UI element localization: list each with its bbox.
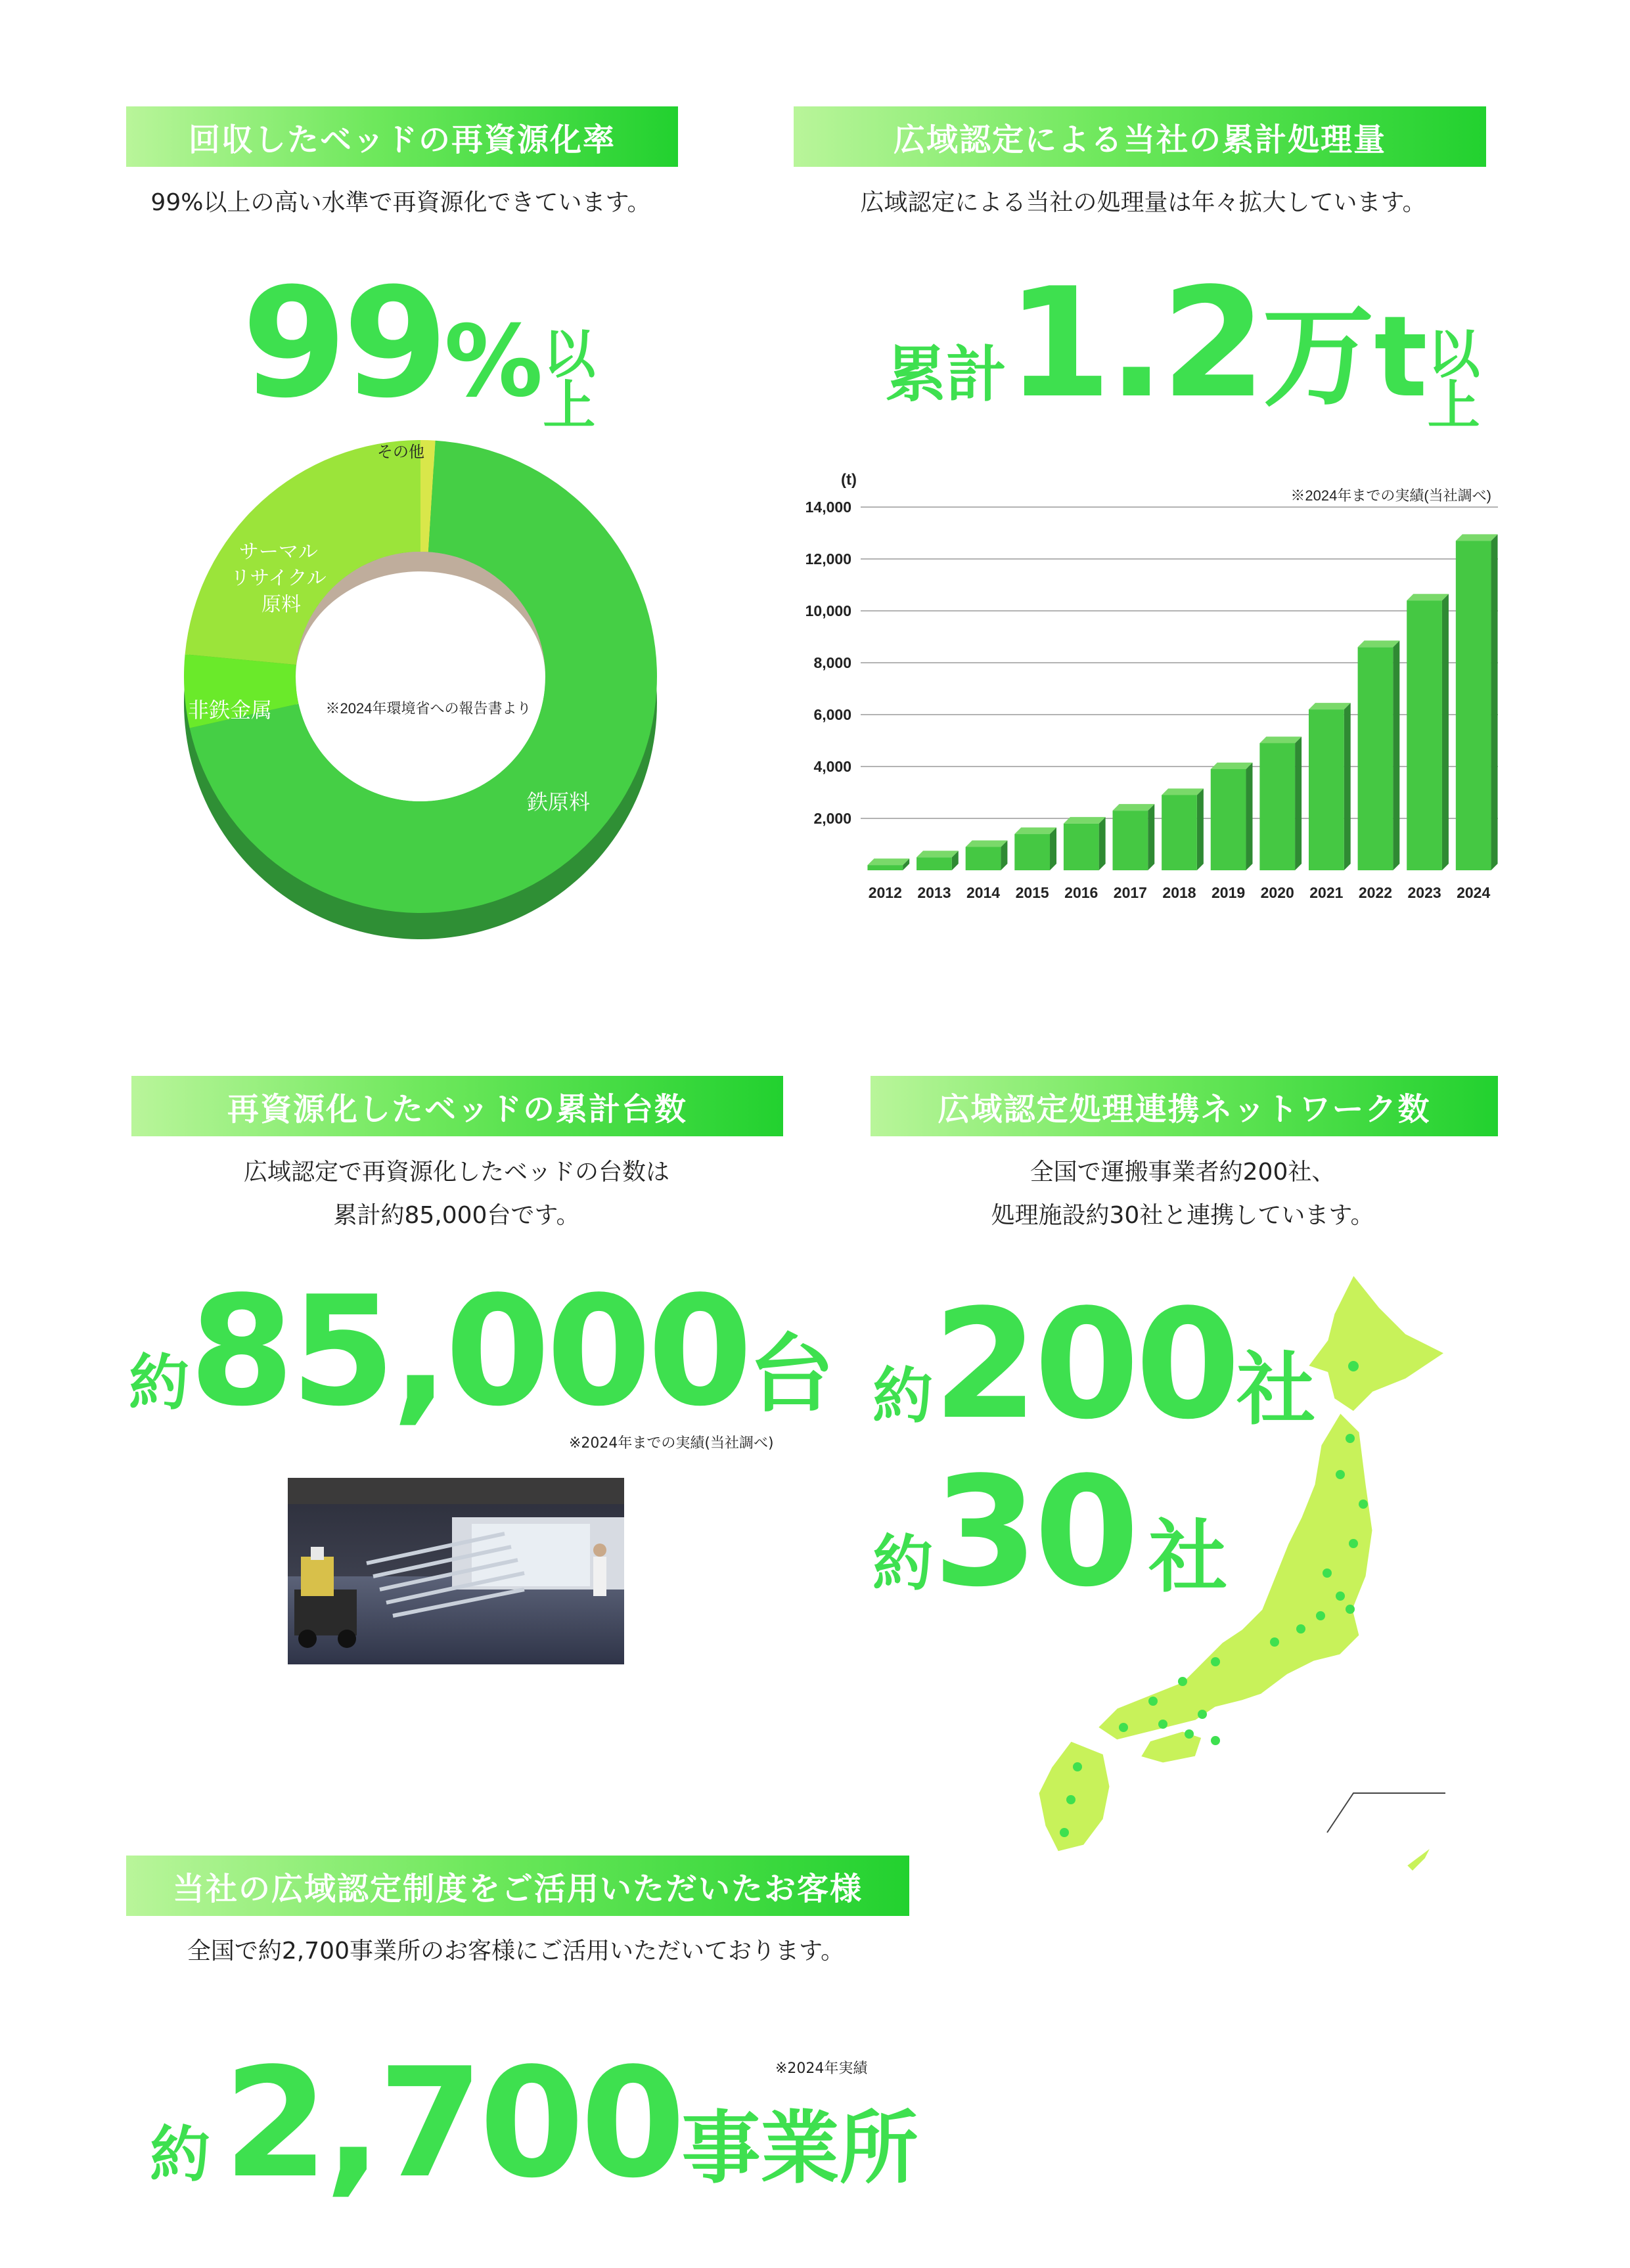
donut-label-nonferrous: 非鉄金属 bbox=[187, 698, 273, 722]
donut-label-iron: 鉄原料 bbox=[526, 790, 591, 814]
recycle-rate-desc-text: 99%以上の高い水準で再資源化できています。 bbox=[150, 189, 651, 216]
bar-ytick-label: 8,000 bbox=[813, 654, 851, 671]
network-facilities-prefix: 約 bbox=[872, 1528, 934, 1599]
bar-ytick-label: 2,000 bbox=[813, 810, 851, 827]
volume-title: 広域認定による当社の累計処理量 bbox=[893, 121, 1386, 158]
bar-xtick-label: 2014 bbox=[966, 884, 1001, 901]
volume-unit: 万t bbox=[1262, 292, 1428, 422]
bar-xtick-label: 2016 bbox=[1064, 884, 1098, 901]
beds-title: 再資源化したベッドの累計台数 bbox=[227, 1090, 687, 1128]
bar-2019 bbox=[1211, 763, 1253, 870]
donut-label-thermal: サーマル リサイクル 原料 bbox=[230, 541, 327, 615]
bar-xtick-label: 2015 bbox=[1015, 884, 1049, 901]
bar-2024 bbox=[1456, 534, 1498, 870]
beds-note-text: ※2024年までの実績(当社調べ) bbox=[569, 1435, 774, 1452]
network-banner bbox=[871, 1076, 1498, 1136]
network-carriers-unit: 社 bbox=[1236, 1345, 1316, 1436]
network-desc-line2: 処理施設約30社と連携しています。 bbox=[991, 1202, 1374, 1229]
beds-desc-line1: 広域認定で再資源化したベッドの台数は bbox=[243, 1159, 669, 1186]
suffix-top: 以 bbox=[543, 324, 596, 385]
bar-ytick-label: 12,000 bbox=[805, 550, 851, 567]
bar-xtick-label: 2018 bbox=[1162, 884, 1196, 901]
bar-2018 bbox=[1162, 788, 1204, 870]
donut-annotation: ※2024年環境省への報告書より bbox=[325, 700, 532, 717]
bar-2015 bbox=[1014, 828, 1056, 870]
bar-2023 bbox=[1407, 594, 1449, 870]
beds-figure bbox=[129, 1264, 834, 1440]
suffix-bottom: 上 bbox=[1427, 375, 1480, 436]
donut-label-other: その他 bbox=[377, 443, 424, 461]
suffix-top: 以 bbox=[1427, 324, 1480, 385]
customers-desc-text: 全国で約2,700事業所のお客様にご活用いただいております。 bbox=[187, 1938, 845, 1965]
network-figure-carriers bbox=[872, 1278, 1315, 1453]
customers-description bbox=[92, 1930, 940, 1973]
beds-number: 85,000 bbox=[189, 1264, 749, 1440]
customers-figure bbox=[150, 2036, 918, 2212]
volume-number: 1.2 bbox=[1007, 256, 1263, 432]
bar-ytick-label: 6,000 bbox=[813, 706, 851, 723]
recycle-rate-number: 99 bbox=[242, 256, 445, 432]
bar-xtick-label: 2019 bbox=[1211, 884, 1246, 901]
volume-banner bbox=[794, 106, 1486, 167]
network-carriers-number: 200 bbox=[933, 1278, 1237, 1453]
bar-2016 bbox=[1064, 817, 1106, 870]
customers-unit: 事業所 bbox=[681, 2103, 918, 2194]
bar-xtick-label: 2022 bbox=[1358, 884, 1393, 901]
suffix-bottom: 上 bbox=[543, 375, 596, 436]
bar-note: ※2024年までの実績(当社調べ) bbox=[1290, 487, 1491, 504]
bar-2014 bbox=[966, 840, 1008, 870]
bar-xtick-label: 2012 bbox=[868, 884, 902, 901]
recycle-rate-percent: % bbox=[444, 305, 543, 419]
bar-2012 bbox=[867, 858, 909, 870]
volume-figure bbox=[886, 256, 1480, 436]
network-facilities-unit: 社 bbox=[1148, 1512, 1228, 1603]
volume-description bbox=[788, 181, 1498, 225]
bar-xtick-label: 2021 bbox=[1309, 884, 1344, 901]
recycle-rate-description bbox=[66, 181, 736, 225]
bar-2013 bbox=[917, 851, 959, 870]
recycle-rate-figure bbox=[242, 256, 596, 436]
customers-prefix: 約 bbox=[150, 2120, 211, 2190]
recycle-donut-chart bbox=[145, 434, 723, 959]
bar-2020 bbox=[1259, 736, 1302, 870]
network-description bbox=[815, 1151, 1551, 1237]
beds-banner bbox=[131, 1076, 783, 1136]
network-title: 広域認定処理連携ネットワーク数 bbox=[938, 1090, 1431, 1128]
bar-2021 bbox=[1309, 703, 1351, 870]
bar-ytick-label: 4,000 bbox=[813, 758, 851, 775]
volume-bar-chart bbox=[775, 460, 1511, 906]
customers-number: 2,700 bbox=[223, 2036, 682, 2212]
beds-unit: 台 bbox=[748, 1324, 834, 1424]
volume-suffix bbox=[1427, 324, 1480, 436]
bar-unit-label: (t) bbox=[841, 471, 857, 489]
beds-note bbox=[569, 1432, 774, 1452]
customers-banner bbox=[126, 1856, 909, 1916]
bar-2022 bbox=[1358, 640, 1400, 870]
bar-ytick-label: 14,000 bbox=[805, 499, 851, 516]
network-carriers-prefix: 約 bbox=[872, 1361, 934, 1431]
bar-ytick-label: 10,000 bbox=[805, 602, 851, 619]
bar-xtick-label: 2024 bbox=[1457, 884, 1491, 901]
bar-xtick-label: 2023 bbox=[1407, 884, 1441, 901]
customers-title: 当社の広域認定制度をご活用いただいたお客様 bbox=[172, 1870, 863, 1907]
beds-desc-line2: 累計約85,000台です。 bbox=[333, 1202, 580, 1229]
beds-prefix: 約 bbox=[129, 1348, 190, 1418]
recycle-rate-title: 回収したベッドの再資源化率 bbox=[188, 121, 616, 158]
bar-2017 bbox=[1113, 804, 1155, 870]
network-desc-line1: 全国で運搬事業者約200社、 bbox=[1030, 1159, 1336, 1186]
bar-xtick-label: 2013 bbox=[917, 884, 951, 901]
recycle-rate-suffix bbox=[543, 324, 596, 436]
beds-description bbox=[99, 1151, 815, 1237]
volume-prefix: 累計 bbox=[886, 340, 1007, 410]
bar-xtick-label: 2017 bbox=[1113, 884, 1147, 901]
bed-recycling-photo bbox=[288, 1478, 624, 1664]
network-facilities-number: 30 bbox=[933, 1445, 1136, 1620]
network-figure-facilities bbox=[872, 1445, 1227, 1620]
recycle-rate-banner bbox=[126, 106, 678, 167]
customers-note-text: ※2024年実績 bbox=[775, 2060, 868, 2077]
bar-xtick-label: 2020 bbox=[1260, 884, 1294, 901]
volume-desc-text: 広域認定による当社の処理量は年々拡大しています。 bbox=[860, 189, 1426, 216]
